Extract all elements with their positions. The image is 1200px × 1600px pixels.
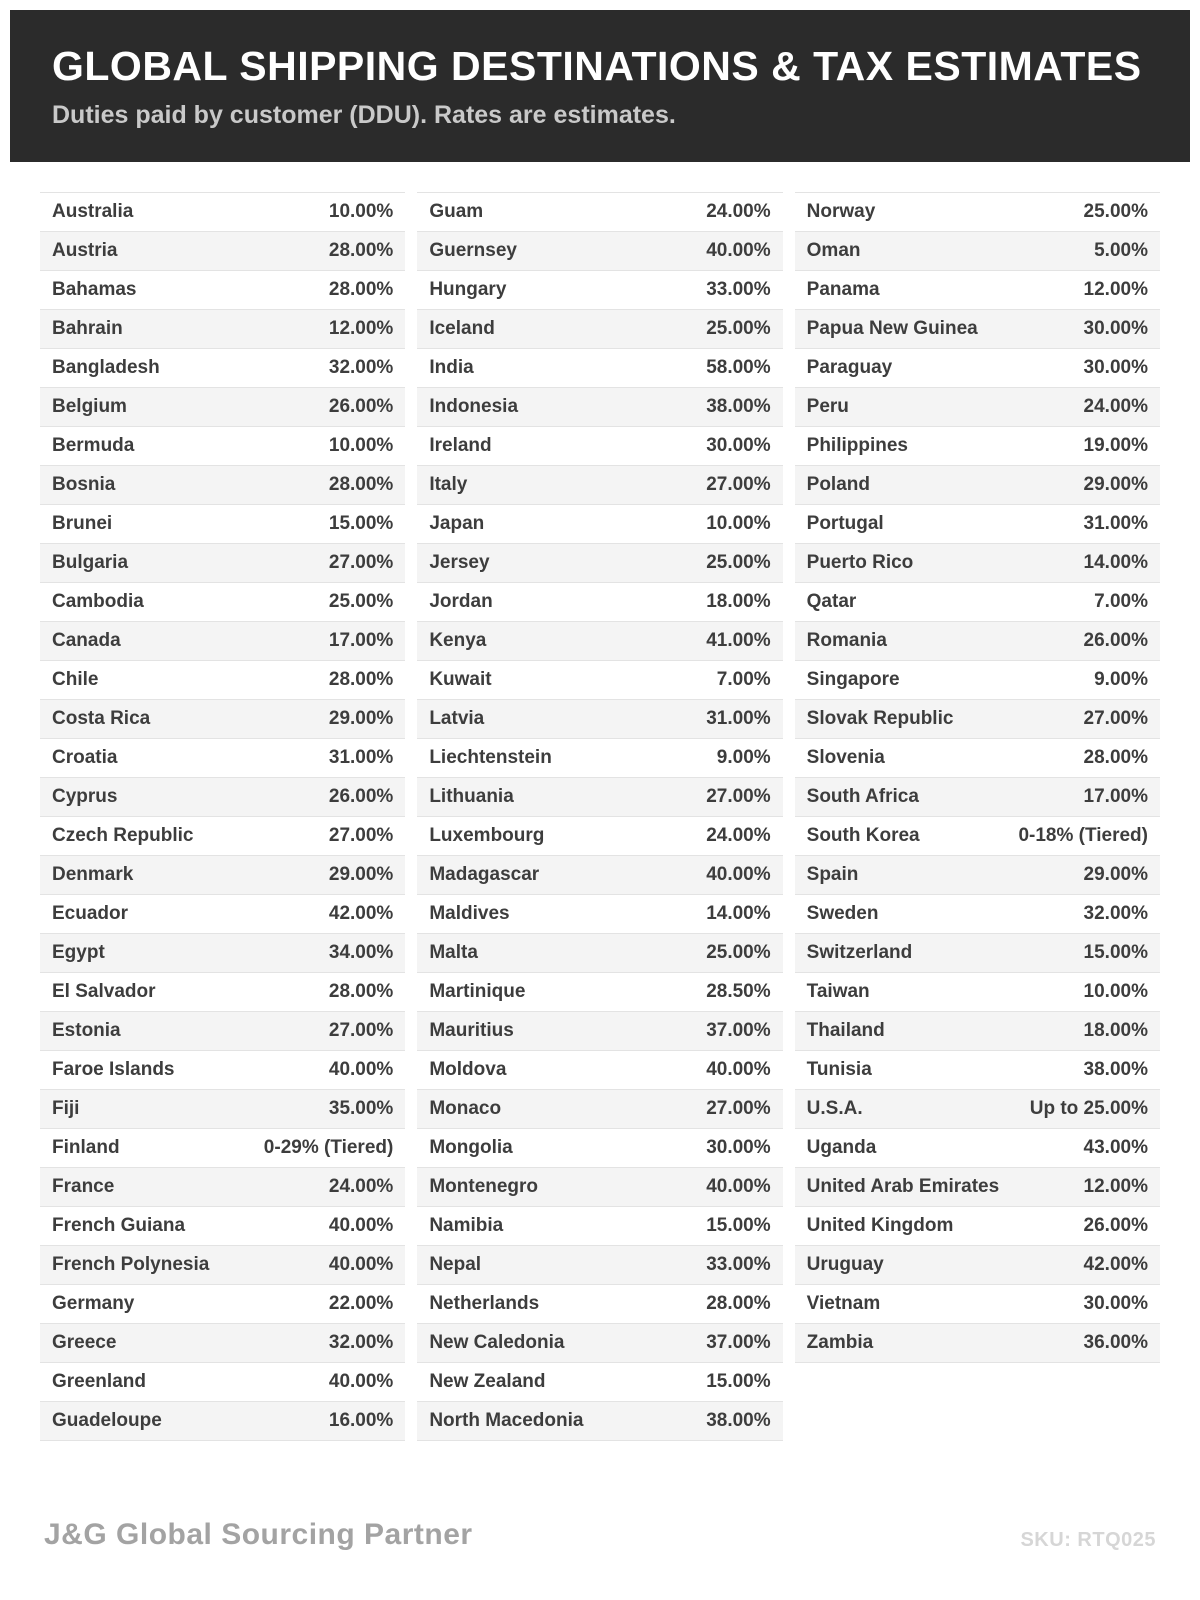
country-name: Indonesia [429, 396, 519, 418]
tax-rate: 40.00% [706, 1059, 771, 1081]
rate-row [795, 232, 1160, 271]
rate-row [40, 1363, 405, 1402]
rate-row [40, 349, 405, 388]
country-name: South Korea [806, 825, 920, 847]
rate-row [40, 1168, 405, 1207]
tax-rate: 15.00% [706, 1371, 771, 1393]
tax-rate: 14.00% [706, 903, 771, 925]
country-name: Paraguay [806, 357, 893, 379]
country-name: Vietnam [806, 1293, 881, 1315]
country-name: Egypt [52, 942, 105, 964]
rate-row [417, 583, 782, 622]
country-name: French Guiana [52, 1215, 186, 1237]
country-name: Liechtenstein [429, 747, 552, 769]
tax-rate: 31.00% [328, 747, 394, 769]
rate-row [40, 622, 405, 661]
tax-rate: 37.00% [706, 1332, 771, 1354]
rate-row [795, 349, 1160, 388]
tax-rate: 14.00% [1083, 552, 1148, 574]
rate-row [417, 544, 782, 583]
country-name: Madagascar [429, 864, 540, 886]
tax-rate: 25.00% [706, 942, 771, 964]
brand-name: J&G Global Sourcing Partner [44, 1518, 473, 1551]
tax-rate: 24.00% [706, 825, 771, 847]
country-name: Greenland [52, 1371, 146, 1393]
tax-rate: 40.00% [706, 240, 771, 262]
country-name: Czech Republic [52, 825, 194, 847]
rate-row [795, 505, 1160, 544]
rate-row [40, 700, 405, 739]
rate-row [417, 1285, 782, 1324]
rate-row [40, 934, 405, 973]
rate-row [40, 973, 405, 1012]
country-name: Oman [806, 240, 861, 262]
tax-rate: 28.00% [1083, 747, 1148, 769]
tax-rate: 25.00% [328, 591, 394, 613]
tax-rate: 27.00% [706, 474, 771, 496]
rate-row [40, 466, 405, 505]
tax-rate: 26.00% [328, 786, 394, 808]
country-name: Norway [806, 201, 876, 223]
country-name: Bahamas [52, 279, 137, 301]
tax-rate: 29.00% [1083, 864, 1148, 886]
country-name: Lithuania [429, 786, 514, 808]
tax-rate: 33.00% [706, 1254, 771, 1276]
tax-rate: 40.00% [706, 864, 771, 886]
country-name: U.S.A. [806, 1098, 863, 1120]
country-name: Kenya [429, 630, 487, 652]
rate-row [40, 193, 405, 232]
country-name: Greece [52, 1332, 117, 1354]
country-name: Tunisia [806, 1059, 872, 1081]
tax-rate: 18.00% [1083, 1020, 1148, 1042]
rate-row [417, 739, 782, 778]
tax-rate: 22.00% [328, 1293, 394, 1315]
tax-rate: 28.00% [328, 279, 394, 301]
country-name: Italy [429, 474, 468, 496]
country-name: Brunei [52, 513, 113, 535]
tax-rate: 27.00% [328, 1020, 394, 1042]
rate-row [40, 544, 405, 583]
rate-row [40, 1246, 405, 1285]
rate-row [417, 427, 782, 466]
rate-row [795, 193, 1160, 232]
rate-row [40, 310, 405, 349]
tax-rate: 0-29% (Tiered) [263, 1137, 394, 1159]
tax-rate: 42.00% [328, 903, 394, 925]
tax-rate: 34.00% [328, 942, 394, 964]
rate-row [40, 661, 405, 700]
rate-row [417, 817, 782, 856]
tax-rate: 28.00% [706, 1293, 771, 1315]
tax-rate: 15.00% [328, 513, 394, 535]
tax-rate: 5.00% [1094, 240, 1148, 262]
tax-rate: 17.00% [1083, 786, 1148, 808]
country-name: New Caledonia [429, 1332, 565, 1354]
tax-rate: 38.00% [706, 1410, 771, 1432]
country-name: Namibia [429, 1215, 504, 1237]
rate-row [417, 1129, 782, 1168]
rate-row [40, 817, 405, 856]
rate-row [40, 739, 405, 778]
country-name: Japan [429, 513, 485, 535]
rate-row [417, 1168, 782, 1207]
rate-row [795, 466, 1160, 505]
rate-row [40, 1402, 405, 1441]
country-name: Cyprus [52, 786, 118, 808]
rate-row [417, 934, 782, 973]
country-name: United Arab Emirates [806, 1176, 1000, 1198]
rate-row [40, 1324, 405, 1363]
tax-rate: 28.00% [328, 981, 394, 1003]
country-name: Netherlands [429, 1293, 540, 1315]
rate-row [417, 1207, 782, 1246]
tax-rate: 30.00% [706, 1137, 771, 1159]
country-name: Fiji [52, 1098, 80, 1120]
tax-rate: 10.00% [328, 435, 394, 457]
rate-row [40, 1285, 405, 1324]
tax-rate: 36.00% [1083, 1332, 1148, 1354]
rate-row [40, 232, 405, 271]
country-name: Faroe Islands [52, 1059, 175, 1081]
rate-row [40, 856, 405, 895]
tax-rate: 30.00% [706, 435, 771, 457]
rate-row [40, 895, 405, 934]
rate-row [795, 856, 1160, 895]
rate-row [795, 1168, 1160, 1207]
rate-row [417, 232, 782, 271]
rate-row [417, 622, 782, 661]
tax-rate: 25.00% [706, 552, 771, 574]
tax-rate: 58.00% [706, 357, 771, 379]
tax-rate: 15.00% [1083, 942, 1148, 964]
page-title: GLOBAL SHIPPING DESTINATIONS & TAX ESTIMATES [52, 43, 1142, 89]
rate-row [795, 1129, 1160, 1168]
country-name: Uruguay [806, 1254, 884, 1276]
country-name: Croatia [52, 747, 118, 769]
tax-rate: 27.00% [1083, 708, 1148, 730]
tax-rate: 7.00% [716, 669, 771, 691]
country-name: Portugal [806, 513, 884, 535]
country-name: Slovak Republic [806, 708, 954, 730]
page-subtitle: Duties paid by customer (DDU). Rates are estimates. [52, 101, 676, 130]
page-header [10, 10, 1190, 162]
country-name: Montenegro [429, 1176, 539, 1198]
tax-rate: 43.00% [1083, 1137, 1148, 1159]
country-name: Bermuda [52, 435, 135, 457]
country-name: Monaco [429, 1098, 502, 1120]
tax-rate: 30.00% [1083, 1293, 1148, 1315]
tax-rate: 38.00% [1083, 1059, 1148, 1081]
rate-row [417, 661, 782, 700]
tax-rate: 40.00% [328, 1059, 394, 1081]
page-footer [44, 1518, 1156, 1552]
tax-rate: 28.00% [328, 474, 394, 496]
rate-row [795, 1285, 1160, 1324]
rate-row [417, 271, 782, 310]
rate-row [417, 1402, 782, 1441]
tax-rate: 28.50% [706, 981, 771, 1003]
country-name: Taiwan [806, 981, 870, 1003]
rate-row [417, 1246, 782, 1285]
rate-row [795, 700, 1160, 739]
country-name: Jordan [429, 591, 493, 613]
tax-rate: 12.00% [1083, 1176, 1148, 1198]
country-name: Germany [52, 1293, 135, 1315]
rate-row [40, 1207, 405, 1246]
rate-row [417, 505, 782, 544]
country-name: Philippines [806, 435, 909, 457]
rate-row [40, 1129, 405, 1168]
country-name: Bosnia [52, 474, 116, 496]
country-name: Martinique [429, 981, 526, 1003]
tax-rate: 33.00% [706, 279, 771, 301]
rate-row [795, 1051, 1160, 1090]
tax-rate: 28.00% [328, 669, 394, 691]
tax-rate: 31.00% [706, 708, 771, 730]
tax-rate: 15.00% [706, 1215, 771, 1237]
country-name: Australia [52, 201, 134, 223]
tax-rate: 24.00% [1083, 396, 1148, 418]
rate-row [40, 1012, 405, 1051]
tax-rate: 7.00% [1094, 591, 1148, 613]
country-name: Jersey [429, 552, 490, 574]
rate-row [417, 1324, 782, 1363]
tax-rate: 10.00% [706, 513, 771, 535]
tax-rate: 29.00% [328, 864, 394, 886]
rate-row [417, 466, 782, 505]
country-name: El Salvador [52, 981, 156, 1003]
tax-rate: 12.00% [328, 318, 394, 340]
country-name: Bahrain [52, 318, 123, 340]
country-name: North Macedonia [429, 1410, 584, 1432]
tax-rate: 28.00% [328, 240, 394, 262]
rate-column-3 [795, 192, 1160, 1363]
country-name: France [52, 1176, 115, 1198]
rates-grid [40, 192, 1160, 1441]
rate-row [417, 388, 782, 427]
tax-rate: 25.00% [1083, 201, 1148, 223]
country-name: Denmark [52, 864, 134, 886]
rate-row [795, 934, 1160, 973]
country-name: Iceland [429, 318, 495, 340]
country-name: Romania [806, 630, 887, 652]
country-name: Belgium [52, 396, 127, 418]
country-name: Guernsey [429, 240, 517, 262]
country-name: Costa Rica [52, 708, 151, 730]
tax-rate: 19.00% [1083, 435, 1148, 457]
tax-rate: 0-18% (Tiered) [1018, 825, 1148, 847]
tax-rate: 16.00% [328, 1410, 394, 1432]
tax-rate: 31.00% [1083, 513, 1148, 535]
sku-label: SKU: RTQ025 [1020, 1529, 1156, 1551]
rate-row [795, 661, 1160, 700]
rate-row [795, 544, 1160, 583]
tax-rate: 26.00% [1083, 630, 1148, 652]
rate-row [795, 778, 1160, 817]
country-name: United Kingdom [806, 1215, 954, 1237]
country-name: Nepal [429, 1254, 482, 1276]
tax-rate: 25.00% [706, 318, 771, 340]
country-name: Bulgaria [52, 552, 129, 574]
rate-row [795, 1090, 1160, 1129]
country-name: Sweden [806, 903, 879, 925]
rate-row [795, 1207, 1160, 1246]
rate-row [417, 1090, 782, 1129]
rate-row [795, 817, 1160, 856]
rate-row [795, 271, 1160, 310]
rate-row [40, 271, 405, 310]
tax-rate: 9.00% [1094, 669, 1148, 691]
country-name: Finland [52, 1137, 120, 1159]
country-name: Mongolia [429, 1137, 513, 1159]
country-name: Moldova [429, 1059, 507, 1081]
rate-row [795, 427, 1160, 466]
tax-rate: 27.00% [706, 786, 771, 808]
rate-row [795, 739, 1160, 778]
country-name: Panama [806, 279, 880, 301]
country-name: Hungary [429, 279, 507, 301]
country-name: Guam [429, 201, 484, 223]
rate-row [40, 583, 405, 622]
tax-rate: 32.00% [328, 357, 394, 379]
tax-rate: 40.00% [328, 1371, 394, 1393]
rate-row [40, 427, 405, 466]
tax-rate: 12.00% [1083, 279, 1148, 301]
country-name: Luxembourg [429, 825, 545, 847]
country-name: Puerto Rico [806, 552, 914, 574]
tax-rate: 24.00% [328, 1176, 394, 1198]
tax-rate: 35.00% [328, 1098, 394, 1120]
country-name: Canada [52, 630, 121, 652]
country-name: Guadeloupe [52, 1410, 162, 1432]
rate-row [417, 193, 782, 232]
country-name: South Africa [806, 786, 919, 808]
country-name: Latvia [429, 708, 485, 730]
country-name: Bangladesh [52, 357, 160, 379]
country-name: Chile [52, 669, 99, 691]
rate-row [417, 895, 782, 934]
rate-row [417, 1012, 782, 1051]
rate-row [417, 1051, 782, 1090]
tax-rate: 27.00% [706, 1098, 771, 1120]
rate-row [795, 973, 1160, 1012]
rate-row [795, 622, 1160, 661]
tax-rate: 38.00% [706, 396, 771, 418]
rate-row [795, 1324, 1160, 1363]
tax-rate: 29.00% [328, 708, 394, 730]
rate-row [40, 1090, 405, 1129]
rate-row [40, 388, 405, 427]
rate-row [40, 505, 405, 544]
rate-row [795, 1246, 1160, 1285]
rate-row [795, 895, 1160, 934]
country-name: French Polynesia [52, 1254, 210, 1276]
country-name: Ireland [429, 435, 492, 457]
rate-row [795, 388, 1160, 427]
tax-rate: 26.00% [328, 396, 394, 418]
country-name: Papua New Guinea [806, 318, 978, 340]
country-name: Uganda [806, 1137, 877, 1159]
tax-rate: 30.00% [1083, 318, 1148, 340]
tax-rate: 32.00% [1083, 903, 1148, 925]
tax-rate: 40.00% [706, 1176, 771, 1198]
rate-row [795, 583, 1160, 622]
rate-row [40, 1051, 405, 1090]
country-name: Estonia [52, 1020, 121, 1042]
tax-rate: 26.00% [1083, 1215, 1148, 1237]
tax-rate: 17.00% [328, 630, 394, 652]
country-name: Austria [52, 240, 118, 262]
country-name: Poland [806, 474, 870, 496]
rate-row [417, 778, 782, 817]
country-name: Singapore [806, 669, 900, 691]
rate-row [417, 1363, 782, 1402]
rate-row [417, 349, 782, 388]
country-name: Cambodia [52, 591, 144, 613]
rate-row [417, 310, 782, 349]
rate-column-1 [40, 192, 405, 1441]
tax-rate: 32.00% [328, 1332, 394, 1354]
rate-column-2 [417, 192, 782, 1441]
tax-rate: 27.00% [328, 552, 394, 574]
country-name: New Zealand [429, 1371, 546, 1393]
tax-rate: 41.00% [706, 630, 771, 652]
tax-rate: 40.00% [328, 1215, 394, 1237]
tax-rate: 9.00% [716, 747, 771, 769]
rate-row [417, 856, 782, 895]
rate-row [40, 778, 405, 817]
country-name: Kuwait [429, 669, 492, 691]
country-name: Thailand [806, 1020, 885, 1042]
country-name: Zambia [806, 1332, 874, 1354]
country-name: Switzerland [806, 942, 913, 964]
rate-row [795, 310, 1160, 349]
country-name: Spain [806, 864, 859, 886]
country-name: Mauritius [429, 1020, 514, 1042]
tax-rate: 30.00% [1083, 357, 1148, 379]
rate-row [795, 1012, 1160, 1051]
tax-rate: 40.00% [328, 1254, 394, 1276]
country-name: Maldives [429, 903, 510, 925]
country-name: India [429, 357, 474, 379]
tax-rate: 29.00% [1083, 474, 1148, 496]
rate-row [417, 700, 782, 739]
tax-rate: 10.00% [328, 201, 394, 223]
tax-rate: Up to 25.00% [1029, 1098, 1148, 1120]
country-name: Slovenia [806, 747, 885, 769]
country-name: Ecuador [52, 903, 129, 925]
country-name: Qatar [806, 591, 857, 613]
rate-row [417, 973, 782, 1012]
country-name: Peru [806, 396, 849, 418]
tax-rate: 24.00% [706, 201, 771, 223]
country-name: Malta [429, 942, 478, 964]
tax-rate: 10.00% [1083, 981, 1148, 1003]
tax-rate: 42.00% [1083, 1254, 1148, 1276]
tax-rate: 37.00% [706, 1020, 771, 1042]
tax-rate: 27.00% [328, 825, 394, 847]
tax-rate: 18.00% [706, 591, 771, 613]
